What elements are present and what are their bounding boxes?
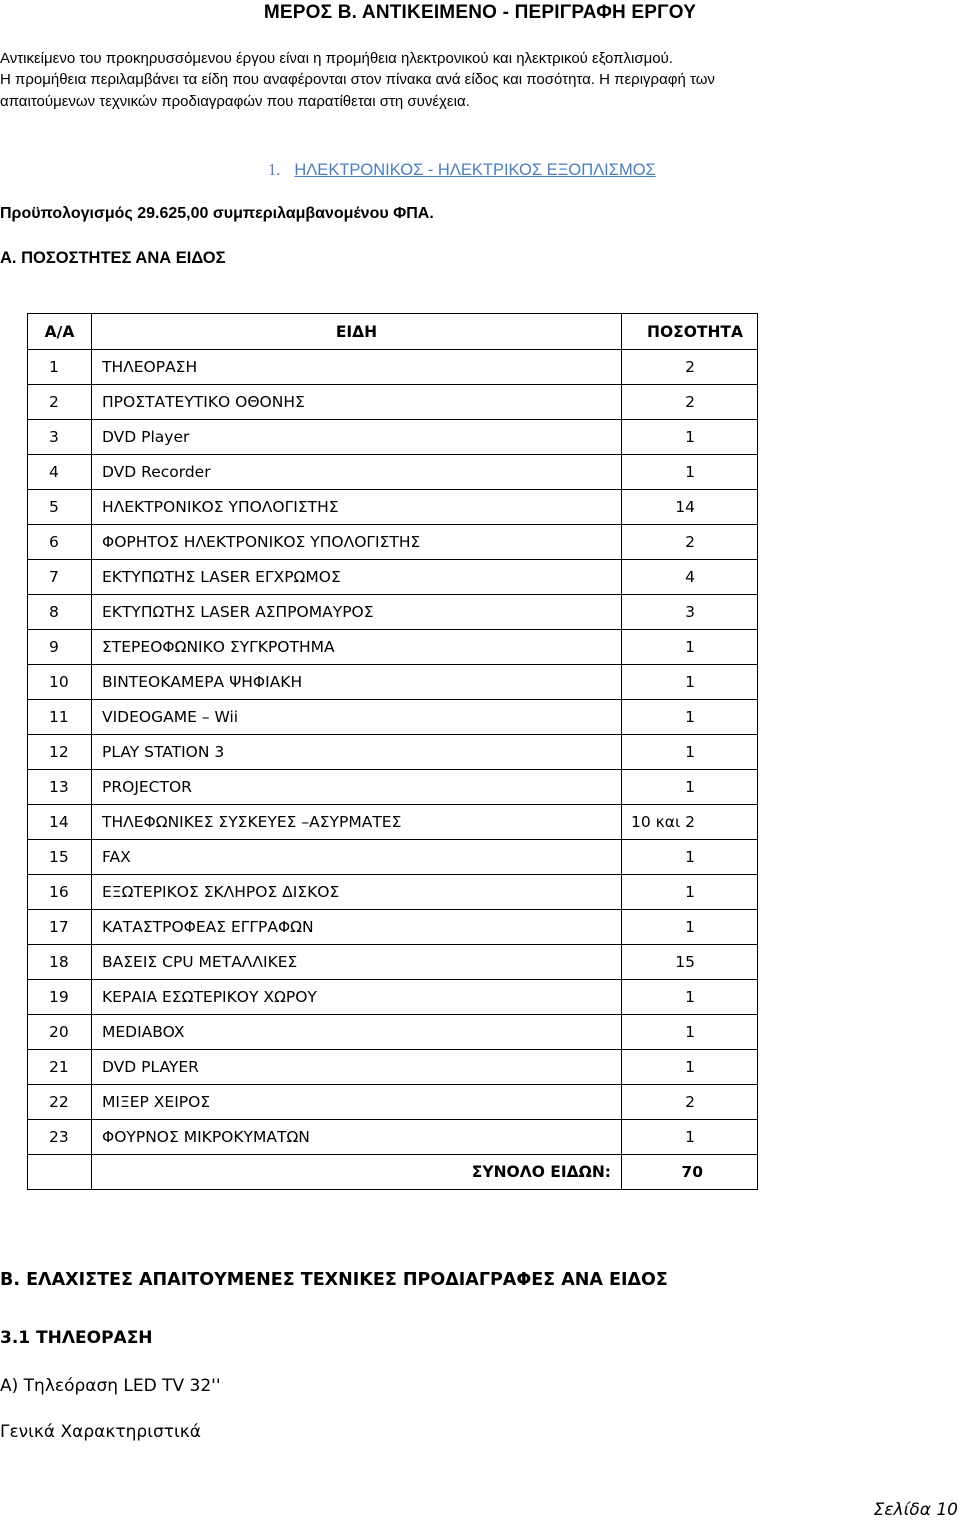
item-name: ΒΙΝΤΕΟΚΑΜΕΡΑ ΨΗΦΙΑΚΗ [92, 665, 622, 700]
item-name: ΕΚΤΥΠΩΤΗΣ LASER ΕΓΧΡΩΜΟΣ [92, 560, 622, 595]
item-name: FAX [92, 840, 622, 875]
item-quantity: 1 [622, 770, 758, 805]
table-row [28, 1085, 758, 1120]
quantities-heading: Α. ΠΟΣΟΣΤΗΤΕΣ ΑΝΑ ΕΙΔΟΣ [0, 249, 226, 267]
table-row [28, 805, 758, 840]
table-row [28, 910, 758, 945]
table-row [28, 1120, 758, 1155]
row-number: 14 [28, 805, 92, 840]
row-number: 23 [28, 1120, 92, 1155]
item-name: DVD Recorder [92, 455, 622, 490]
item-quantity: 1 [622, 665, 758, 700]
item-name: ΒΑΣΕΙΣ CPU ΜΕΤΑΛΛΙΚΕΣ [92, 945, 622, 980]
total-label: ΣΥΝΟΛΟ ΕΙΔΩΝ: [92, 1155, 622, 1190]
item-name: ΚΑΤΑΣΤΡΟΦΕΑΣ ΕΓΓΡΑΦΩΝ [92, 910, 622, 945]
table-row [28, 770, 758, 805]
item-quantity: 1 [622, 1050, 758, 1085]
table-row [28, 630, 758, 665]
section-b-heading: Β. ΕΛΑΧΙΣΤΕΣ ΑΠΑΙΤΟΥΜΕΝΕΣ ΤΕΧΝΙΚΕΣ ΠΡΟΔΙΑΓΡΑΦΕΣ ΑΝΑ ΕΙΔΟΣ [0, 1270, 668, 1290]
item-quantity: 2 [622, 525, 758, 560]
row-number: 4 [28, 455, 92, 490]
items-table [27, 313, 758, 1190]
item-name: ΠΡΟΣΤΑΤΕΥΤΙΚΟ ΟΘΟΝΗΣ [92, 385, 622, 420]
table-row [28, 875, 758, 910]
intro-line-2: Η προμήθεια περιλαμβάνει τα είδη που αναφέρονται στον πίνακα ανά είδος και ποσότητα. Η περιγραφή των [0, 71, 715, 88]
row-number: 21 [28, 1050, 92, 1085]
item-name: ΕΚΤΥΠΩΤΗΣ LASER ΑΣΠΡΟΜΑΥΡΟΣ [92, 595, 622, 630]
table-row [28, 1050, 758, 1085]
intro-line-1: Αντικείμενο του προκηρυσσόμενου έργου είναι η προμήθεια ηλεκτρονικού και ηλεκτρικού εξοπλισμού. [0, 50, 673, 67]
page-number: Σελίδα 10 [873, 1500, 958, 1520]
table-row [28, 595, 758, 630]
table-row [28, 735, 758, 770]
table-row [28, 665, 758, 700]
total-row [28, 1155, 758, 1190]
budget-line: Προϋπολογισμός 29.625,00 συμπεριλαμβανομένου ΦΠΑ. [0, 205, 434, 222]
general-features-label: Γενικά Χαρακτηριστικά [0, 1422, 201, 1442]
row-number: 17 [28, 910, 92, 945]
section-number: 1. [268, 160, 281, 179]
row-number: 10 [28, 665, 92, 700]
item-quantity: 1 [622, 1015, 758, 1050]
items-table-body [28, 350, 758, 1155]
item-quantity: 10 και 2 [622, 805, 758, 840]
item-name: DVD PLAYER [92, 1050, 622, 1085]
column-header-quantity: ΠΟΣΟΤΗΤΑ [622, 314, 758, 350]
table-row [28, 420, 758, 455]
item-name: ΤΗΛΕΦΩΝΙΚΕΣ ΣΥΣΚΕΥΕΣ –ΑΣΥΡΜΑΤΕΣ [92, 805, 622, 840]
item-quantity: 1 [622, 1120, 758, 1155]
row-number: 1 [28, 350, 92, 385]
item-name: MEDIABOX [92, 1015, 622, 1050]
table-row [28, 525, 758, 560]
item-name: ΜΙΞΕΡ ΧΕΙΡΟΣ [92, 1085, 622, 1120]
table-row [28, 840, 758, 875]
section-title: ΗΛΕΚΤΡΟΝΙΚΟΣ - ΗΛΕΚΤΡΙΚΟΣ ΕΞΟΠΛΙΣΜΟΣ [294, 161, 656, 179]
row-number: 7 [28, 560, 92, 595]
row-number: 8 [28, 595, 92, 630]
item-name: VIDEOGAME – Wii [92, 700, 622, 735]
row-number: 18 [28, 945, 92, 980]
item-quantity: 15 [622, 945, 758, 980]
table-row [28, 980, 758, 1015]
section-heading [268, 160, 656, 180]
item-quantity: 14 [622, 490, 758, 525]
table-row [28, 350, 758, 385]
item-name: ΦΟΥΡΝΟΣ ΜΙΚΡΟΚΥΜΑΤΩΝ [92, 1120, 622, 1155]
subsection-heading: 3.1 ΤΗΛΕΟΡΑΣΗ [0, 1328, 153, 1348]
row-number: 22 [28, 1085, 92, 1120]
item-quantity: 1 [622, 700, 758, 735]
row-number: 2 [28, 385, 92, 420]
item-quantity: 2 [622, 385, 758, 420]
row-number: 3 [28, 420, 92, 455]
column-header-items: ΕΙΔΗ [92, 314, 622, 350]
row-number: 20 [28, 1015, 92, 1050]
table-row [28, 700, 758, 735]
row-number: 19 [28, 980, 92, 1015]
item-name: PROJECTOR [92, 770, 622, 805]
item-name: PLAY STATION 3 [92, 735, 622, 770]
total-value: 70 [622, 1155, 758, 1190]
item-quantity: 2 [622, 350, 758, 385]
item-name: ΚΕΡΑΙΑ ΕΣΩΤΕΡΙΚΟΥ ΧΩΡΟΥ [92, 980, 622, 1015]
item-name: ΕΞΩΤΕΡΙΚΟΣ ΣΚΛΗΡΟΣ ΔΙΣΚΟΣ [92, 875, 622, 910]
item-quantity: 1 [622, 735, 758, 770]
row-number: 11 [28, 700, 92, 735]
item-quantity: 4 [622, 560, 758, 595]
table-row [28, 490, 758, 525]
row-number: 13 [28, 770, 92, 805]
table-row [28, 1015, 758, 1050]
table-row [28, 385, 758, 420]
table-row [28, 945, 758, 980]
row-number: 5 [28, 490, 92, 525]
row-number: 16 [28, 875, 92, 910]
row-number: 9 [28, 630, 92, 665]
row-number: 15 [28, 840, 92, 875]
item-quantity: 1 [622, 630, 758, 665]
item-name: ΤΗΛΕΟΡΑΣΗ [92, 350, 622, 385]
item-quantity: 3 [622, 595, 758, 630]
item-quantity: 1 [622, 420, 758, 455]
item-quantity: 1 [622, 840, 758, 875]
table-row [28, 455, 758, 490]
row-number: 6 [28, 525, 92, 560]
intro-line-3: απαιτούμενων τεχνικών προδιαγραφών που παρατίθεται στη συνέχεια. [0, 93, 470, 110]
table-row [28, 560, 758, 595]
item-quantity: 2 [622, 1085, 758, 1120]
item-name: ΗΛΕΚΤΡΟΝΙΚΟΣ ΥΠΟΛΟΓΙΣΤΗΣ [92, 490, 622, 525]
item-quantity: 1 [622, 910, 758, 945]
item-name: ΦΟΡΗΤΟΣ ΗΛΕΚΤΡΟΝΙΚΟΣ ΥΠΟΛΟΓΙΣΤΗΣ [92, 525, 622, 560]
table-header-row [28, 314, 758, 350]
item-name: DVD Player [92, 420, 622, 455]
item-quantity: 1 [622, 875, 758, 910]
row-number: 12 [28, 735, 92, 770]
item-name: ΣΤΕΡΕΟΦΩΝΙΚΟ ΣΥΓΚΡΟΤΗΜΑ [92, 630, 622, 665]
part-title: ΜΕΡΟΣ Β. ΑΝΤΙΚΕΙΜΕΝΟ - ΠΕΡΙΓΡΑΦΗ ΕΡΓΟΥ [263, 2, 697, 23]
total-empty-cell [28, 1155, 92, 1190]
item-quantity: 1 [622, 455, 758, 490]
column-header-aa: Α/Α [28, 314, 92, 350]
tv-label: Α) Τηλεόραση LED TV 32'' [0, 1376, 221, 1396]
item-quantity: 1 [622, 980, 758, 1015]
